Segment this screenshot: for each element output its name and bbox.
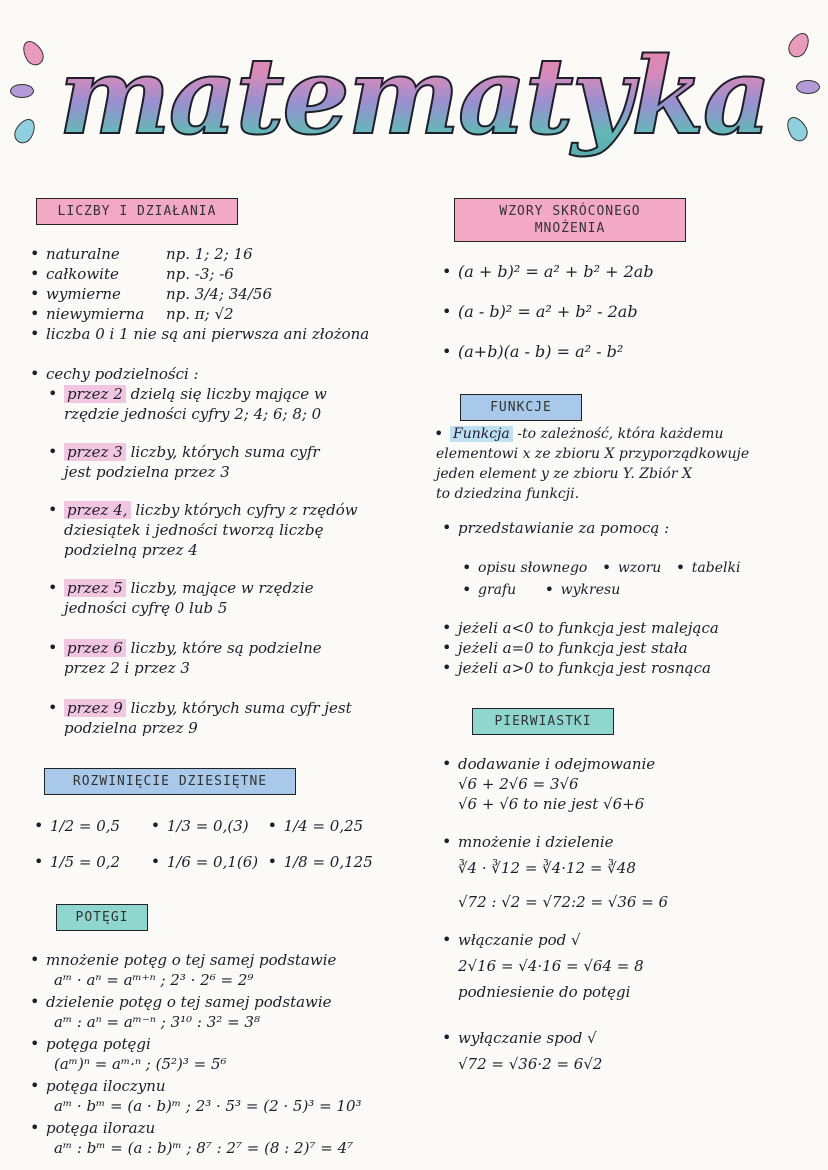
pierwiastki-mul — [458, 832, 798, 912]
repr-item: • wzoru — [618, 558, 662, 578]
number-type: całkowite — [46, 265, 119, 283]
root-formula: √6 + 2√6 = 3√6 — [458, 775, 579, 793]
rule-text: liczby, mające w rzędzie — [130, 579, 314, 597]
title-text: matematyka — [40, 20, 788, 170]
root-rule-title: • wyłączanie spod √ — [458, 1028, 798, 1048]
rule-text: liczby, które są podzielne — [130, 639, 322, 657]
heading-line: WZORY SKRÓCONEGO — [499, 204, 641, 219]
potega-formula: aᵐ · bᵐ = (a · b)ᵐ ; 2³ · 5³ = (2 · 5)³ = 10³ — [54, 1097, 362, 1115]
repr-item: • wykresu — [561, 580, 621, 600]
number-example: np. π; √2 — [166, 305, 234, 323]
heading-pierwiastki: PIERWIASTKI — [472, 708, 614, 735]
root-rule-title: • włączanie pod √ — [458, 930, 798, 950]
heading-funkcje: FUNKCJE — [460, 394, 582, 421]
rule-text: dzielą się liczby mające w — [130, 385, 327, 403]
root-formula: ∛4 · ∛12 = ∛4·12 = ∛48 — [458, 859, 636, 877]
decimal-item: • 1/4 = 0,25 — [284, 816, 396, 836]
heading-potegi: POTĘGI — [56, 904, 148, 931]
rule-text: przez 2 i przez 3 — [64, 659, 190, 677]
number-type: niewymierna — [46, 305, 145, 323]
wzory-list — [458, 262, 798, 362]
podzielnosc-rule — [64, 638, 424, 678]
potega-formula: (aᵐ)ⁿ = aᵐ·ⁿ ; (5²)³ = 5⁶ — [54, 1055, 227, 1073]
potega-label: • dzielenie potęg o tej samej podstawie — [46, 992, 426, 1012]
root-formula: √6 + √6 to nie jest √6+6 — [458, 795, 645, 813]
podzielnosc-rule — [64, 442, 424, 482]
heading-liczby: LICZBY I DZIAŁANIA — [36, 198, 238, 225]
rule-text: jedności cyfrę 0 lub 5 — [64, 599, 228, 617]
potega-label: • potęga iloczynu — [46, 1076, 426, 1096]
definition-text: elementowi x ze zbioru X przyporządkowuje — [436, 446, 750, 462]
liczby-list — [46, 244, 426, 344]
repr-title: • przedstawianie za pomocą : — [458, 518, 669, 538]
purple-drop-icon — [10, 84, 34, 98]
rule-text: podzielną przez 4 — [64, 541, 198, 559]
decimal-item: • 1/3 = 0,(3) — [167, 816, 279, 836]
pink-drop-icon — [785, 29, 814, 61]
podzielnosc-rule — [64, 500, 424, 560]
rule-key: przez 5 — [64, 579, 126, 597]
potegi-list — [46, 950, 426, 1158]
root-formula: 2√16 = √4·16 = √64 = 8 — [458, 957, 644, 975]
potega-formula: aᵐ : aⁿ = aᵐ⁻ⁿ ; 3¹⁰ : 3² = 3⁸ — [54, 1013, 260, 1031]
heading-line: MNOŻENIA — [534, 221, 606, 236]
list-item — [46, 284, 426, 304]
repr-item: • grafu — [478, 580, 516, 600]
rule-text: liczby, których suma cyfr — [130, 443, 320, 461]
root-rule-title: • mnożenie i dzielenie — [458, 832, 798, 852]
potega-formula: aᵐ : bᵐ = (a : b)ᵐ ; 8⁷ : 2⁷ = (8 : 2)⁷ = 4⁷ — [54, 1139, 354, 1157]
number-example: np. 3/4; 34/56 — [166, 285, 272, 303]
formula-item: • (a+b)(a - b) = a² - b² — [458, 342, 798, 362]
teal-drop-icon — [11, 115, 40, 147]
heading-rozwiniecie: ROZWINIĘCIE DZIESIĘTNE — [44, 768, 296, 795]
rule-key: przez 3 — [64, 443, 126, 461]
potega-label: • mnożenie potęg o tej samej podstawie — [46, 950, 426, 970]
repr-item: • tabelki — [692, 558, 741, 578]
pierwiastki-in — [458, 930, 798, 1002]
list-item — [46, 264, 426, 284]
number-type: wymierne — [46, 285, 121, 303]
potega-formula: aᵐ · aⁿ = aᵐ⁺ⁿ ; 2³ · 2⁶ = 2⁹ — [54, 971, 254, 989]
rule-key: przez 6 — [64, 639, 126, 657]
number-example: np. 1; 2; 16 — [166, 245, 253, 263]
formula-item: • (a + b)² = a² + b² + 2ab — [458, 262, 798, 282]
rule-text: dziesiątek i jedności tworzą liczbę — [64, 521, 324, 539]
definition-text: jeden element y ze zbioru Y. Zbiór X — [436, 466, 692, 482]
definition-text: -to zależność, która każdemu — [517, 426, 724, 442]
repr-row — [478, 580, 798, 600]
rule-key: przez 4, — [64, 501, 131, 519]
pierwiastki-add — [458, 754, 798, 814]
number-type: naturalne — [46, 245, 120, 263]
page-title — [40, 20, 788, 170]
repr-row — [478, 558, 798, 578]
funkcja-key: Funkcja — [450, 426, 513, 442]
definition-text: to dziedzina funkcji. — [436, 486, 580, 502]
root-rule-title: • dodawanie i odejmowanie — [458, 754, 798, 774]
list-item — [46, 244, 426, 264]
monotonicity-list — [458, 618, 808, 678]
monotonicity-item: • jeżeli a>0 to funkcja jest rosnąca — [458, 658, 808, 678]
list-item: • liczba 0 i 1 nie są ani pierwsza ani złożona — [46, 324, 426, 344]
rule-key: przez 2 — [64, 385, 126, 403]
rule-text: jest podzielna przez 3 — [64, 463, 230, 481]
formula-item: • (a - b)² = a² + b² - 2ab — [458, 302, 798, 322]
decimal-item: • 1/2 = 0,5 — [50, 816, 162, 836]
root-note: podniesienie do potęgi — [458, 983, 631, 1001]
podzielnosc-rule — [64, 384, 424, 424]
root-formula: √72 = √36·2 = 6√2 — [458, 1055, 603, 1073]
root-formula: √72 : √2 = √72:2 = √36 = 6 — [458, 893, 669, 911]
heading-wzory — [454, 198, 686, 242]
purple-drop-icon — [796, 80, 820, 94]
rule-text: liczby, których suma cyfr jest — [130, 699, 352, 717]
monotonicity-item: • jeżeli a<0 to funkcja jest malejąca — [458, 618, 808, 638]
rule-text: podzielna przez 9 — [64, 719, 198, 737]
podzielnosc-rule — [64, 578, 424, 618]
rule-text: rzędzie jedności cyfry 2; 4; 6; 8; 0 — [64, 405, 322, 423]
decimal-row — [50, 816, 410, 836]
funkcja-definition — [436, 424, 808, 504]
potega-label: • potęga ilorazu — [46, 1118, 426, 1138]
list-item — [46, 304, 426, 324]
podzielnosc-rule — [64, 698, 424, 738]
pierwiastki-out — [458, 1028, 798, 1074]
potega-label: • potęga potęgi — [46, 1034, 426, 1054]
number-example: np. -3; -6 — [166, 265, 234, 283]
rule-key: przez 9 — [64, 699, 126, 717]
decimal-item: • 1/8 = 0,125 — [284, 852, 396, 872]
podzielnosc-title: • cechy podzielności : — [46, 364, 199, 384]
rule-text: liczby których cyfry z rzędów — [135, 501, 358, 519]
repr-item: • opisu słownego — [478, 558, 587, 578]
decimal-item: • 1/5 = 0,2 — [50, 852, 162, 872]
monotonicity-item: • jeżeli a=0 to funkcja jest stała — [458, 638, 808, 658]
decimal-row — [50, 852, 410, 872]
decimal-item: • 1/6 = 0,1(6) — [167, 852, 279, 872]
